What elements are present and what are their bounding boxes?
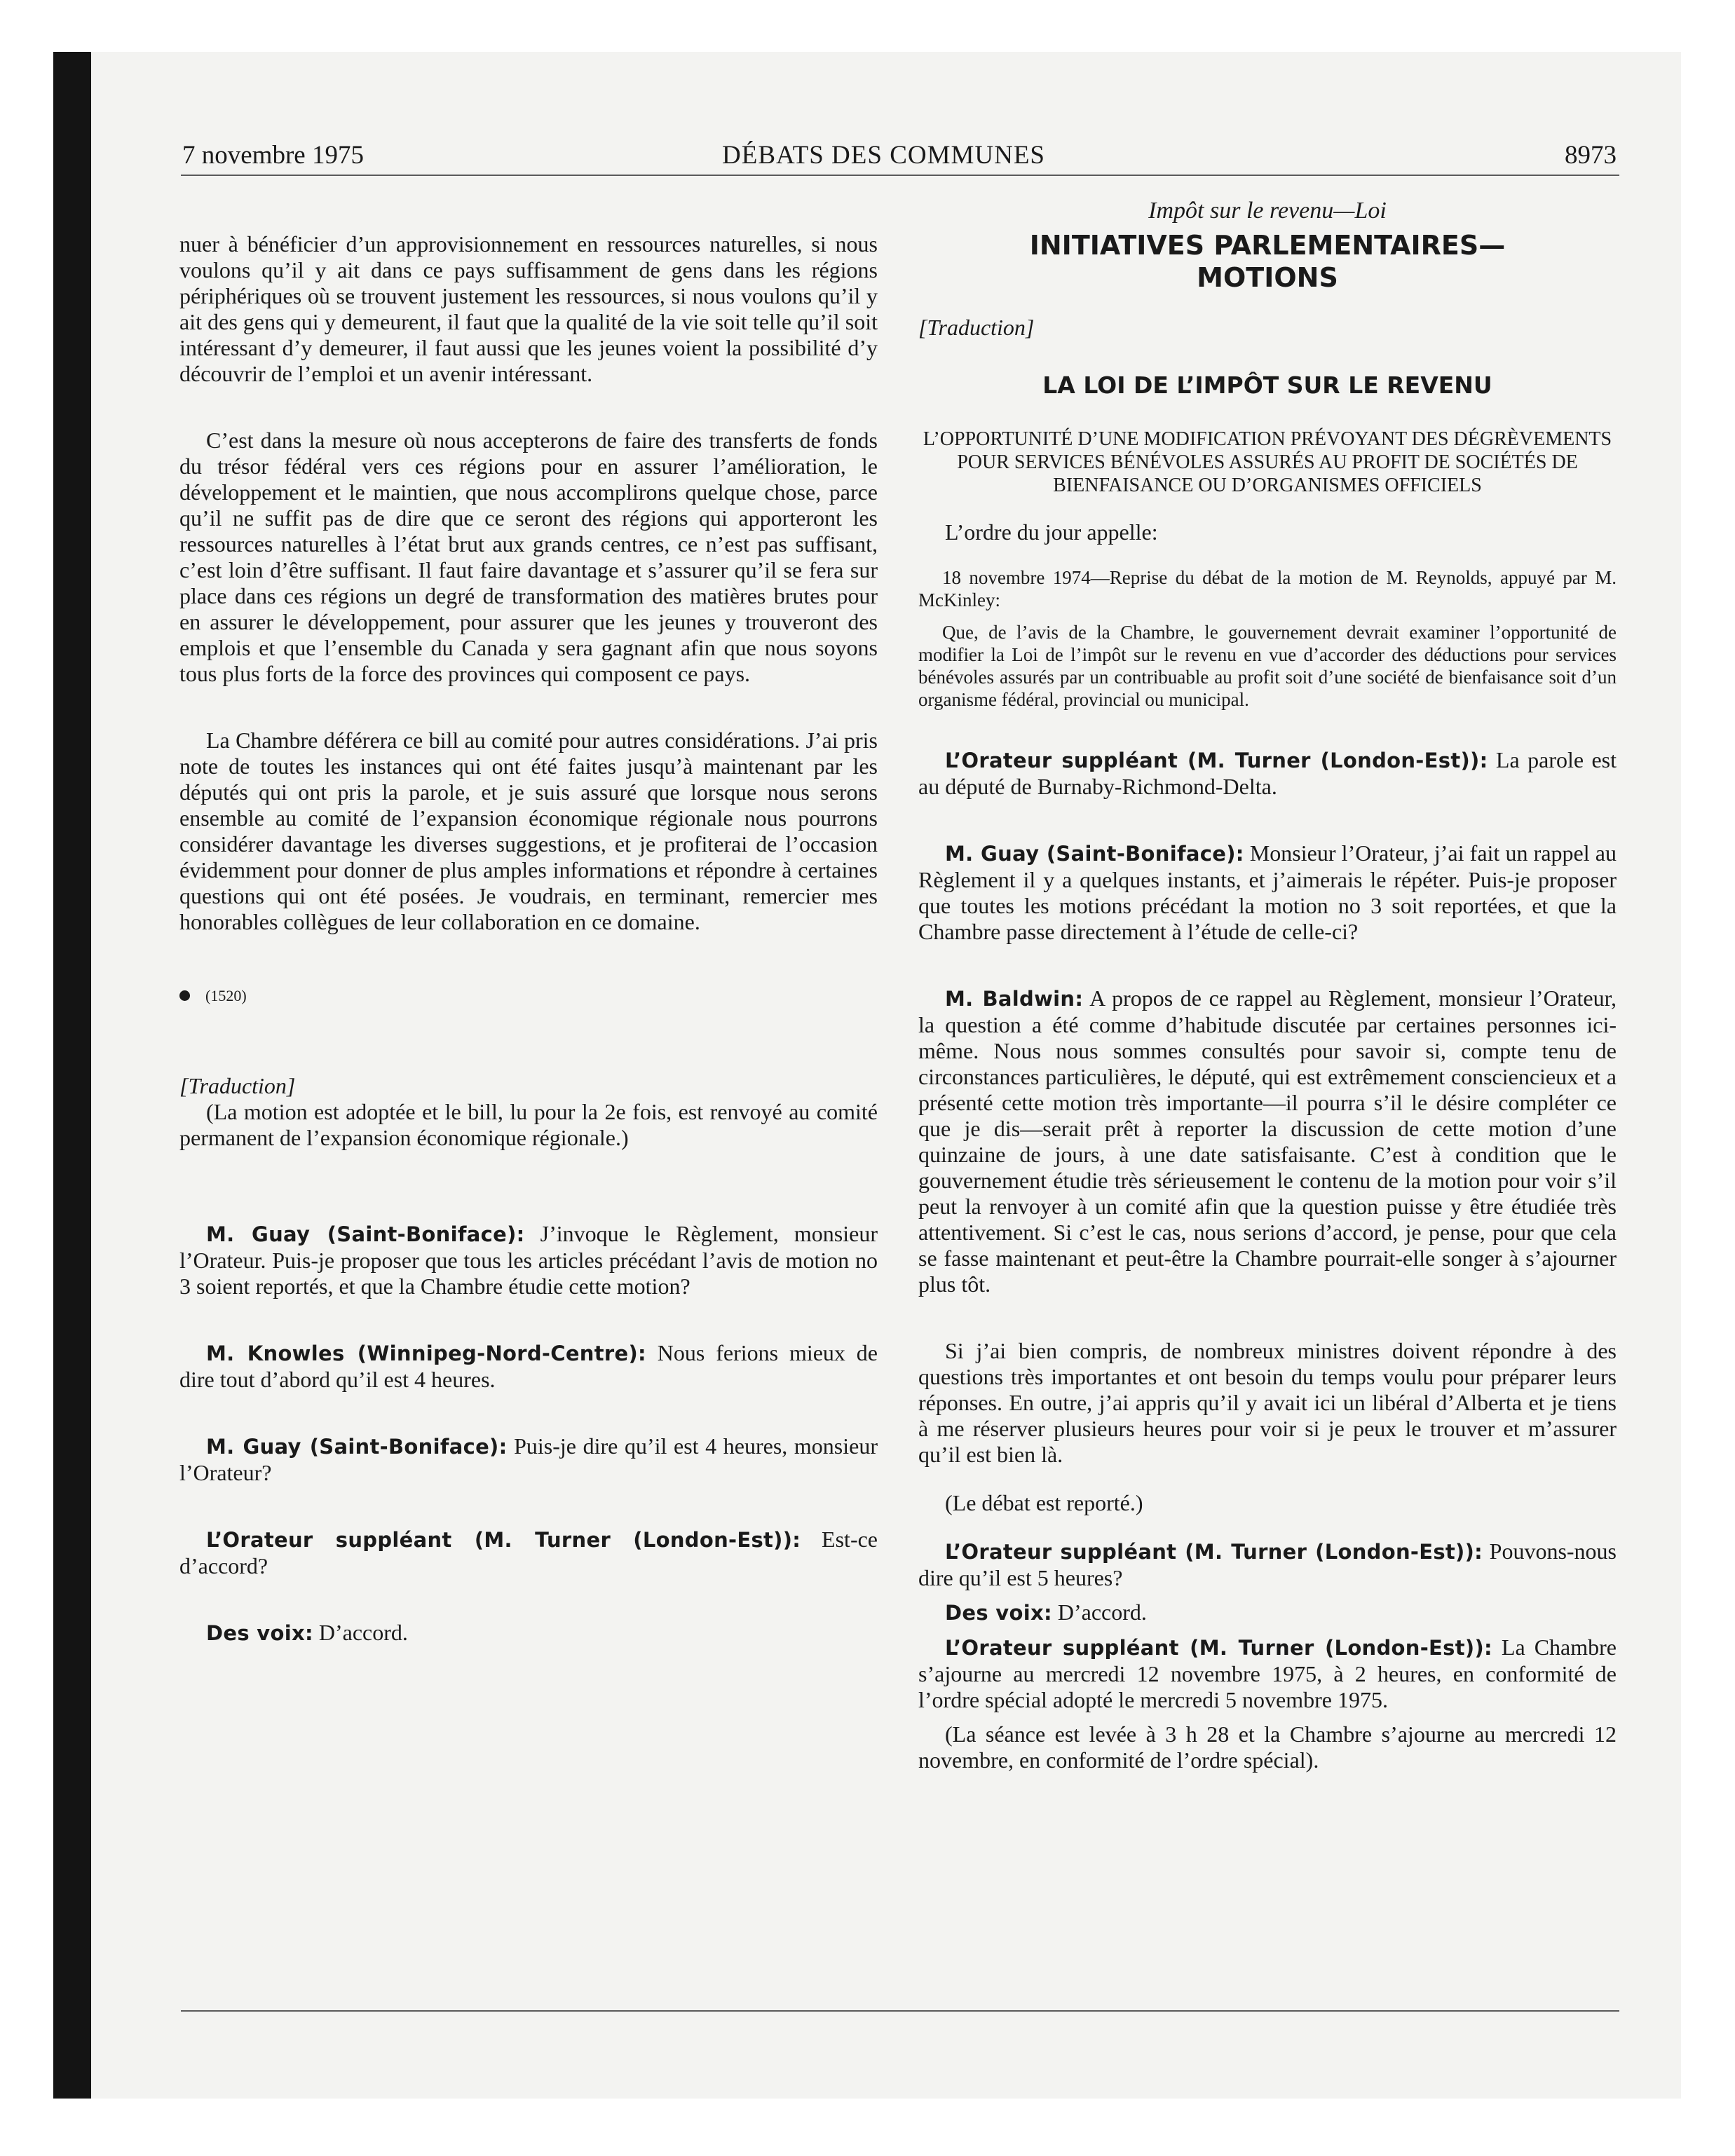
motion-adopted: (La motion est adoptée et le bill, lu pour la 2e fois, est renvoyé au comité permanent de l’expansion économique régionale.) (179, 1099, 878, 1150)
header-date: 7 novembre 1975 (182, 141, 364, 170)
binding-edge (53, 52, 91, 2099)
traduction-note: [Traduction] (179, 1073, 296, 1098)
speech (918, 985, 1617, 1297)
reprise-notice: 18 novembre 1974—Reprise du débat de la motion de M. Reynolds, appuyé par M. McKinley: (918, 567, 1617, 610)
time-marker-label: (1520) (205, 987, 247, 1004)
footer-rule (181, 2010, 1619, 2012)
ordre-du-jour: L’ordre du jour appelle: (945, 519, 1158, 545)
right-column (918, 198, 1617, 1999)
speech (179, 1527, 878, 1579)
section-title (918, 229, 1617, 294)
speech (918, 840, 1617, 945)
speaker-name: L’Orateur suppléant (M. Turner (London-Est)): (945, 1636, 1492, 1660)
running-head: Impôt sur le revenu—Loi (1148, 198, 1387, 224)
seance-levee: (La séance est levée à 3 h 28 et la Chambre s’ajourne au mercredi 12 novembre, en conformité de l’ordre spécial). (918, 1721, 1617, 1773)
speech (179, 1620, 878, 1646)
paragraph: La Chambre déférera ce bill au comité pour autres considérations. J’ai pris note de toutes les instances qui ont été faites jusqu’à maintenant par les députés qui ont pris la parole, et je suis assuré que lorsque nous serons ensemble au comité de l’expansion économique régionale nous pourrons considérer davantage les diverses suggestions, et je profiterai de l’occasion évidemment pour donner de plus amples informations et répondre à certaines questions qui ont été posées. Je voudrais, en terminant, remercier mes honorables collègues de leur collaboration en ce domaine. (179, 728, 878, 934)
subject-caps: L’OPPORTUNITÉ D’UNE MODIFICATION PRÉVOYANT DES DÉGRÈVEMENTS POUR SERVICES BÉNÉVOLES ASSURÉS AU PROFIT DE SOCIÉTÉS DE BIENFAISANCE OU D’ORGANISMES OFFICIELS (923, 428, 1612, 496)
speech (918, 1635, 1617, 1713)
speaker-name: L’Orateur suppléant (M. Turner (London-Est)): (206, 1528, 801, 1552)
section-title-line-2: MOTIONS (1197, 262, 1338, 293)
speech (179, 1221, 878, 1299)
debat-reporte: (Le débat est reporté.) (945, 1490, 1143, 1515)
speaker-name: M. Guay (Saint-Boniface): (206, 1435, 508, 1459)
speech-text: Monsieur l’Orateur, j’ai fait un rappel au Règlement il y a quelques instants, et j’aimerais le répéter. Puis-je proposer que toutes les motions précédant la motion no 3 soit reportées, et que la Chambre passe directement à l’étude de celle-ci? (918, 840, 1617, 944)
speech (179, 1433, 878, 1486)
speaker-name: Des voix: (945, 1601, 1052, 1625)
traduction-note: [Traduction] (918, 315, 1035, 340)
speech (918, 1599, 1617, 1626)
header-page-number: 8973 (1565, 141, 1617, 170)
speech-text: J’invoque le Règlement, monsieur l’Orateur. Puis-je proposer que tous les articles précédant l’avis de motion no 3 soient reportés, et que la Chambre étudie cette motion? (179, 1221, 878, 1299)
speech-text: La Chambre s’ajourne au mercredi 12 novembre 1975, à 2 heures, en conformité de l’ordre spécial adopté le mercredi 5 novembre 1975. (918, 1635, 1617, 1712)
speaker-name: L’Orateur suppléant (M. Turner (London-Est)): (945, 749, 1488, 772)
speech-text: Puis-je dire qu’il est 4 heures, monsieur l’Orateur? (179, 1433, 878, 1485)
speech (179, 1340, 878, 1393)
speaker-name: M. Guay (Saint-Boniface): (206, 1222, 525, 1246)
speech-text: La parole est au député de Burnaby-Richmond-Delta. (918, 747, 1617, 799)
paragraph: Si j’ai bien compris, de nombreux ministres doivent répondre à des questions très importantes et ont besoin du temps voulu pour préparer leurs réponses. En outre, j’ai appris qu’il y avait ici un libéral d’Alberta et je tiens à me réserver plusieurs heures pour voir si je peux le trouver et m’assurer qu’il est bien là. (918, 1338, 1617, 1467)
speech (918, 1538, 1617, 1591)
speaker-name: M. Baldwin: (945, 987, 1084, 1011)
speaker-name: Des voix: (206, 1621, 313, 1645)
speech-text: Pouvons-nous dire qu’il est 5 heures? (918, 1538, 1617, 1590)
header-title: DÉBATS DES COMMUNES (722, 141, 1046, 170)
bullet-dot-icon (179, 990, 190, 1001)
speech-text: Nous ferions mieux de dire tout d’abord qu’il est 4 heures. (179, 1340, 878, 1392)
speaker-name: L’Orateur suppléant (M. Turner (London-Est)): (945, 1540, 1483, 1564)
subject-title: LA LOI DE L’IMPÔT SUR LE REVENU (1042, 371, 1492, 399)
paragraph: C’est dans la mesure où nous accepterons de faire des transferts de fonds du trésor fédéral vers ces régions pour en assurer l’amélioration, le développement et le maintien, que nous accomplirons quelque chose, parce qu’il ne suffit pas de dire que ce seront des régions qui apporteront les ressources naturelles à l’état brut aux grands centres, ce n’est pas suffisant, c’est loin d’être suffisant. Il faut faire davantage et s’assurer qu’il se fera sur place dans ces régions un degré de transformation des matières brutes pour en assurer le développement, pour assurer que les jeunes y trouveront des emplois et que l’ensemble du Canada y sera gagnant afin que nous soyons tous plus forts de la force des provinces qui composent ce pays. (179, 428, 878, 686)
left-column (179, 231, 878, 1998)
section-title-line-1: INITIATIVES PARLEMENTAIRES— (1029, 230, 1506, 261)
speech-text: Est-ce d’accord? (179, 1527, 878, 1578)
motion-text: Que, de l’avis de la Chambre, le gouvernement devrait examiner l’opportunité de modifier la Loi de l’impôt sur le revenu en vue d’accorder des déductions pour services bénévoles assurés par un contribuable au profit soit d’une société de bienfaisance soit d’un organisme fédéral, provincial ou municipal. (918, 622, 1617, 710)
header-rule (181, 175, 1619, 176)
speaker-name: M. Knowles (Winnipeg-Nord-Centre): (206, 1342, 646, 1365)
paragraph: nuer à bénéficier d’un approvisionnement en ressources naturelles, si nous voulons qu’il y ait dans ce pays suffisamment de gens dans les régions périphériques où se trouvent justement les ressources, si nous voulons qu’il y ait des gens qui y demeurent, il faut que la qualité de la vie soit telle qu’il soit intéressant d’y demeurer, il faut aussi que les jeunes voient la possibilité d’y découvrir de l’emploi et un avenir intéressant. (179, 231, 878, 386)
speech-text: A propos de ce rappel au Règlement, monsieur l’Orateur, la question a été comme d’habitude discutée par certaines personnes ici-même. Nous nous sommes consultés pour savoir si, compte tenu de circonstances particulières, le député, qui est extrêmement consciencieux et a présenté cette motion très importante—il pourra s’il le désire compléter ce que je dis—serait prêt à reporter la discussion de cette motion d’une quinzaine de jours, à une date satisfaisante. C’est à condition que le gouvernement étudie très sérieusement le contenu de la motion pour voir s’il peut la renvoyer à un comité afin que la question puisse y être étudiée très attentivement. Si c’est le cas, nous serions d’accord, je pense, pour que cela se fasse maintenant et peut-être la Chambre pourrait-elle songer à s’ajourner plus tôt. (918, 985, 1617, 1297)
speech-text: D’accord. (313, 1620, 408, 1645)
speaker-name: M. Guay (Saint-Boniface): (945, 842, 1244, 866)
time-marker (179, 983, 878, 1009)
speech (918, 747, 1617, 800)
speech-text: D’accord. (1052, 1599, 1147, 1625)
